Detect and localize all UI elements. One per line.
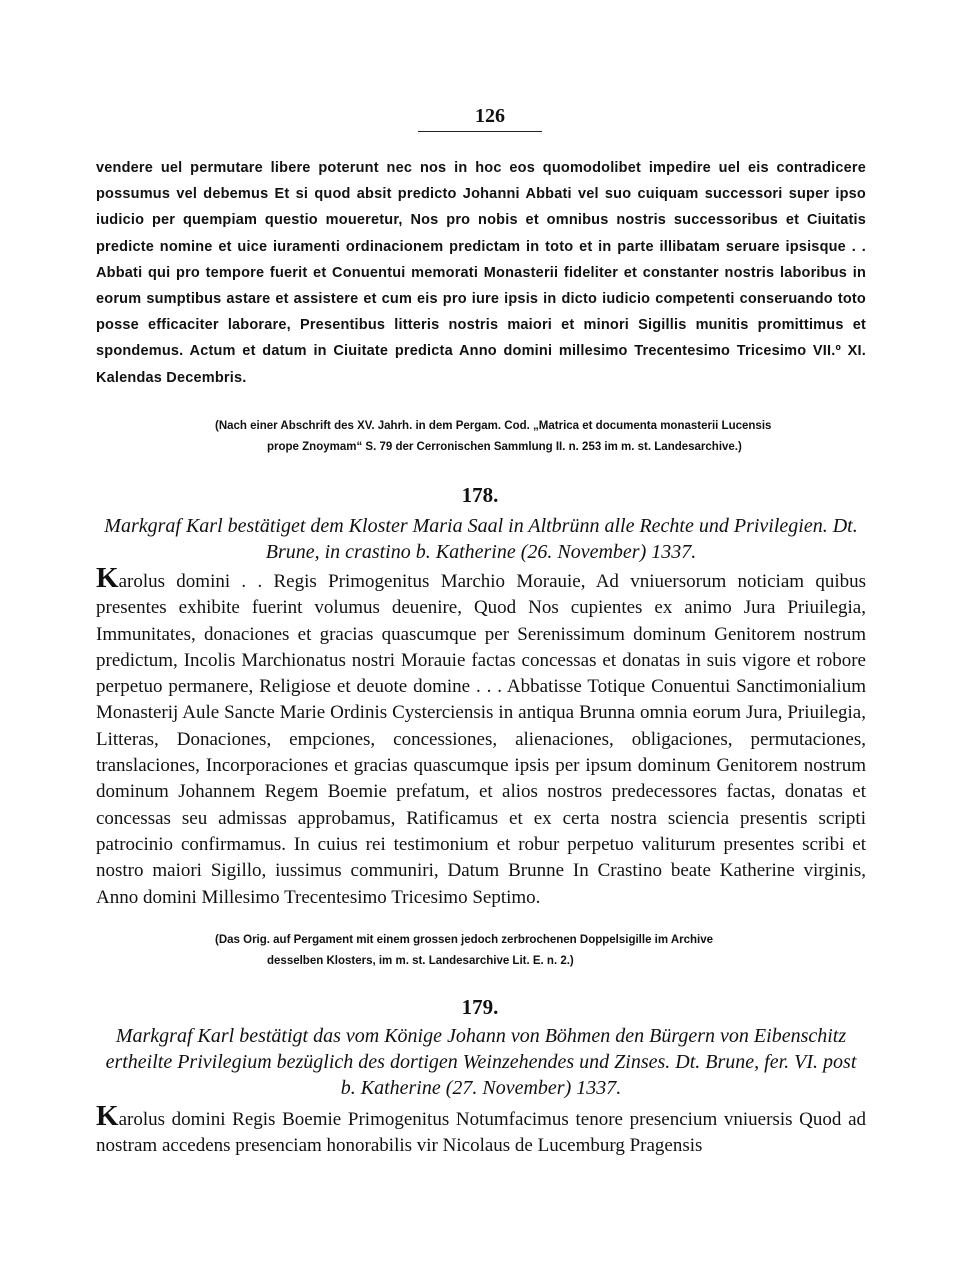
document-body-179: arolus domini Regis Boemie Primogenitus Notumfacimus tenore presencium vniuersis Quod ad nostram accedens presenciam honorabilis vir Nicolaus de Lucemburg Pragensis: [96, 1109, 866, 1157]
initial-letter-178: K: [96, 562, 119, 594]
document-number-178: 178.: [461, 483, 499, 507]
source-note-177-line2: prope Znoymam“ S. 79 der Cerronischen Sammlung II. n. 253 im m. st. Landesarchive.): [267, 441, 742, 453]
source-note-178-line1: (Das Orig. auf Pergament mit einem grossen jedoch zerbrochenen Doppelsigille im Archive: [215, 934, 714, 946]
document-body-178: arolus domini . . Regis Primogenitus Marchio Morauie, Ad vniuersorum noticiam quibus presentes exhibite fuerint volumus deuenire, Quod Nos cupientes ex animo Jura Priuilegia, Immunitates, donaciones et gracias quascumque per Serenissimum dominum Genitorem nostrum predictum, Incolis Marchionatus nostri Morauie factas concessas et donatas in suis vigore et robore perpetuo permanere, Religiose et deuote domine . . . Abbatisse Totique Conuentui Sanctimonialium Monasterij Aule Sancte Marie Ordinis Cysterciensis in antiqua Brunna omnia eorum Jura, Priuilegia, Litteras, Donaciones, empciones, concessiones, alienaciones, obligaciones, permutaciones, translaciones, Incorporaciones et gracias quascumque ipsis per ipsum dominum Genitorem nostrum dominum Johannem Regem Boemie prefatum, et alios nostros predecessores factas, donatas et concessas seu admissas approbamus, Ratificamus et ex certa nostra sciencia presentis scripti patrocinio confirmamus. In cuius rei testimonium et robur perpetuo valiturum presentes scribi et nostro maiori Sigillo, iussimus communiri, Datum Brunne In Crastino beate Katherine virginis, Anno domini Millesimo Trecentesimo Tricesimo Septimo.: [96, 571, 866, 908]
source-note-178-line2: desselben Klosters, im m. st. Landesarchive Lit. E. n. 2.): [267, 955, 574, 967]
previous-document-text: vendere uel permutare libere poterunt nec nos in hoc eos quomodolibet impedire uel eis contradicere possumus vel debemus Et si quod absit predicto Johanni Abbati vel suo cuiquam successori super ipso iudicio per quempiam questio moueretur, Nos pro nobis et omnibus nostris successoribus et Ciuitatis predicte nomine et uice iuramenti ordinacionem predictam in toto et in parte illibatam seruare ipsisque . . Abbati qui pro tempore fuerit et Conuentui memorati Monasterii fideliter et constanter nostris laboribus in eorum sumptibus astare et assistere et cum eis pro iure ipsis in dicto iudicio competenti conseruando toto posse efficaciter laborare, Presentibus litteris nostris maiori et minori Sigillis munitis promittimus et spondemus. Actum et datum in Ciuitate predicta Anno domini millesimo Trecentesimo Tricesimo VII.º XI. Kalendas Decembris.: [96, 160, 866, 386]
document-number-179: 179.: [461, 995, 499, 1019]
page-number: 126: [475, 105, 505, 127]
source-note-177-line1: (Nach einer Abschrift des XV. Jahrh. in dem Pergam. Cod. „Matrica et documenta monasterii Lucensis: [215, 420, 772, 432]
source-note-177: [215, 416, 865, 458]
document-heading-179: Markgraf Karl bestätigt das vom Könige Johann von Böhmen den Bürgern von Eibenschitz ertheilte Privilegium bezüglich des dortigen Weinzehendes und Zinses. Dt. Brune, fer. VI. post b. Katherine (27. November) 1337.: [105, 1025, 857, 1099]
source-note-178: [215, 930, 865, 972]
document-text-178: [96, 562, 866, 911]
document-text-179: [96, 1100, 866, 1160]
header-rule: [418, 131, 542, 132]
document-heading-178: Markgraf Karl bestätiget dem Kloster Maria Saal in Altbrünn alle Rechte und Privilegien. Dt. Brune, in crastino b. Katherine (26. November) 1337.: [104, 515, 858, 563]
initial-letter-179: K: [96, 1100, 119, 1132]
